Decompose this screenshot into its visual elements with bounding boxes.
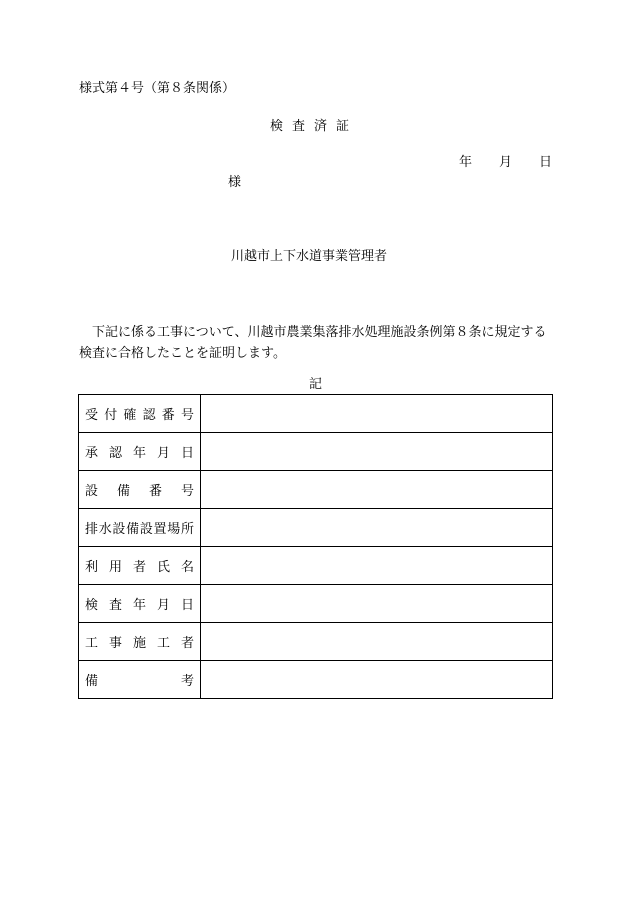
table-row bbox=[79, 547, 553, 585]
table-row bbox=[79, 661, 553, 699]
date-year-label: 年 bbox=[459, 155, 473, 170]
table-row bbox=[79, 471, 553, 509]
row-label-cell bbox=[79, 471, 201, 509]
addressee-honorific: 様 bbox=[228, 175, 242, 190]
row-value-cell bbox=[201, 547, 553, 585]
row-value-cell bbox=[201, 623, 553, 661]
row-label: 備考 bbox=[85, 674, 194, 689]
date-month-label: 月 bbox=[499, 155, 513, 170]
row-label: 検査年月日 bbox=[85, 598, 194, 613]
certification-text: 下記に係る工事について、川越市農業集落排水処理施設条例第８条に規定する検査に合格したことを証明します。 bbox=[79, 325, 547, 361]
row-label-cell bbox=[79, 433, 201, 471]
row-label: 設備番号 bbox=[85, 484, 194, 499]
form-number: 様式第４号（第８条関係） bbox=[79, 81, 236, 96]
table-row bbox=[79, 433, 553, 471]
inspection-table bbox=[78, 394, 553, 699]
row-value-cell bbox=[201, 661, 553, 699]
date-day-label: 日 bbox=[539, 155, 553, 170]
row-label-cell bbox=[79, 395, 201, 433]
row-value-cell bbox=[201, 433, 553, 471]
row-value-cell bbox=[201, 471, 553, 509]
row-label-cell bbox=[79, 585, 201, 623]
row-label: 利用者氏名 bbox=[85, 560, 194, 575]
table-row bbox=[79, 585, 553, 623]
row-label: 排水設備設置場所 bbox=[85, 522, 194, 537]
ki-heading: 記 bbox=[309, 377, 323, 392]
row-label: 工事施工者 bbox=[85, 636, 194, 651]
row-label: 受付確認番号 bbox=[85, 408, 194, 423]
table-row bbox=[79, 395, 553, 433]
row-label-cell bbox=[79, 547, 201, 585]
issuer-name: 川越市上下水道事業管理者 bbox=[231, 249, 388, 264]
table-row bbox=[79, 509, 553, 547]
row-label-cell bbox=[79, 623, 201, 661]
row-label-cell bbox=[79, 509, 201, 547]
page-title: 検査済証 bbox=[270, 119, 359, 134]
row-value-cell bbox=[201, 395, 553, 433]
row-value-cell bbox=[201, 509, 553, 547]
row-value-cell bbox=[201, 585, 553, 623]
table-row bbox=[79, 623, 553, 661]
row-label: 承認年月日 bbox=[85, 446, 194, 461]
row-label-cell bbox=[79, 661, 201, 699]
